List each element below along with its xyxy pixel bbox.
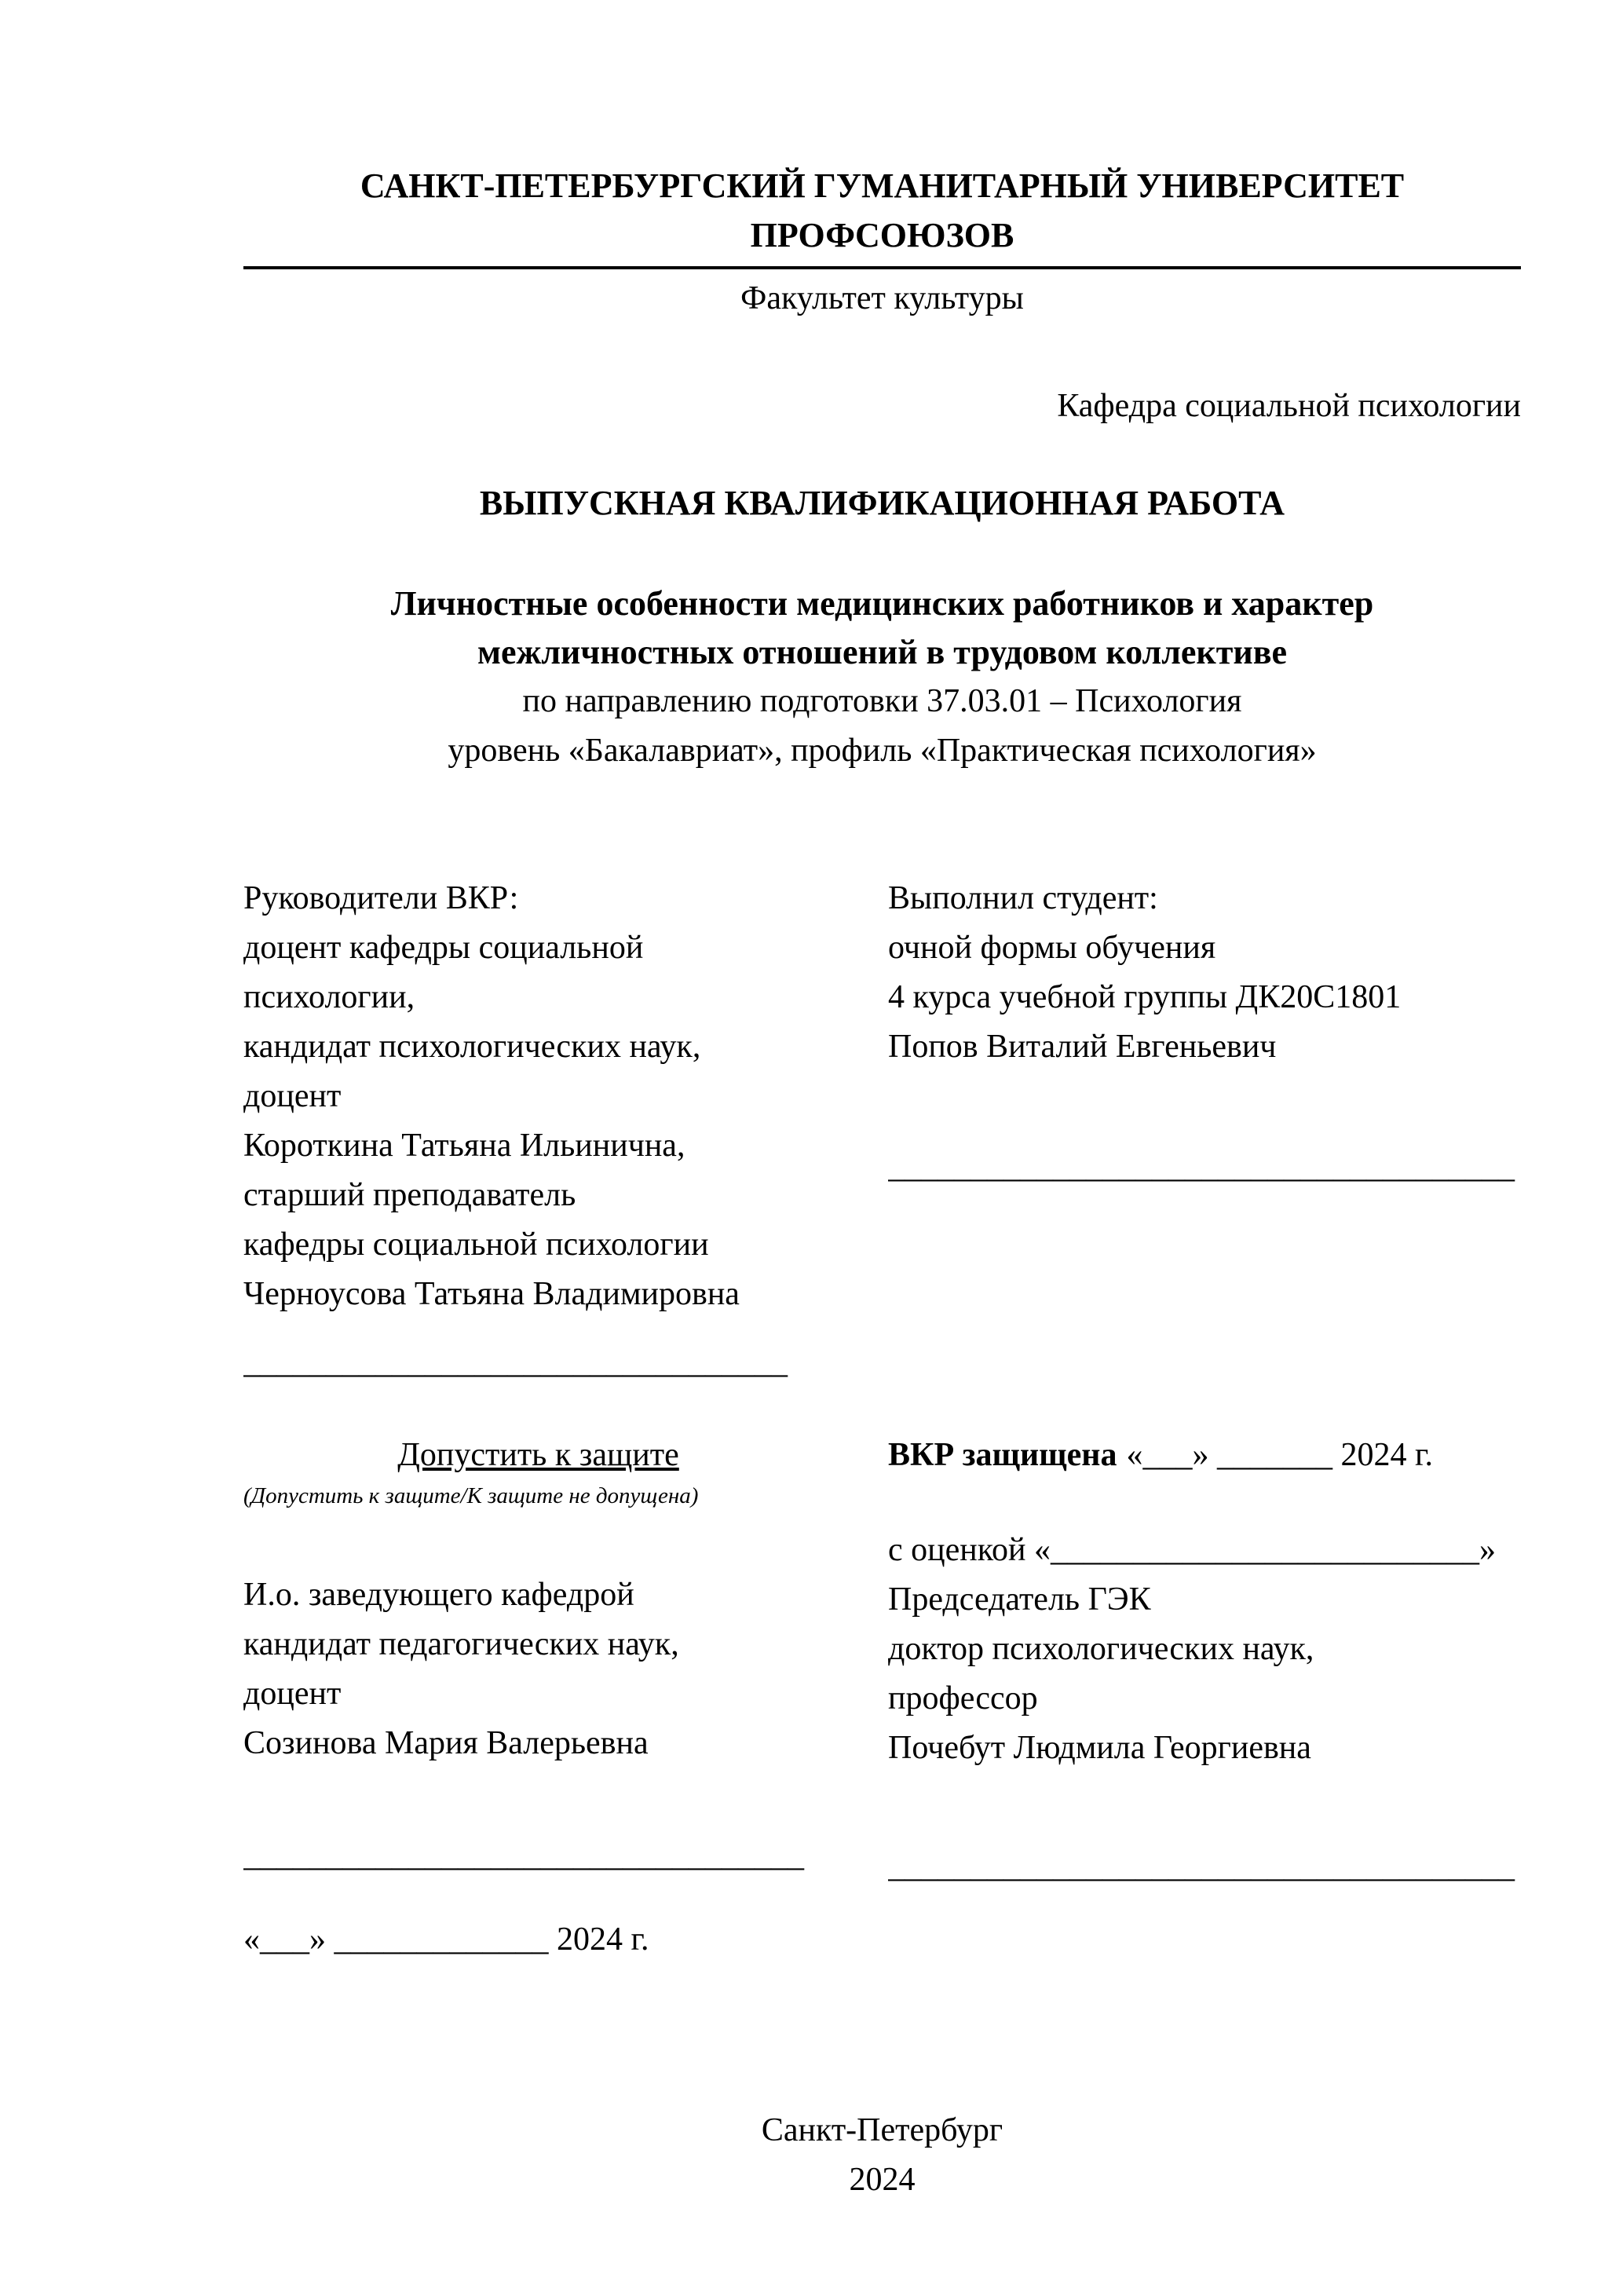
supervisor-detail-line: доцент кафедры социальной bbox=[243, 930, 644, 966]
work-title-line-2: межличностных отношений в трудовом коллективе bbox=[477, 633, 1288, 671]
student-block bbox=[888, 874, 1521, 1192]
supervisor-detail-line: старший преподаватель bbox=[243, 1177, 576, 1213]
student-detail-line: очной формы обучения bbox=[888, 930, 1216, 966]
supervisor-detail-line: психологии, bbox=[243, 979, 415, 1015]
faculty-name: Факультет культуры bbox=[740, 280, 1024, 316]
department-name: Кафедра социальной психологии bbox=[1057, 388, 1521, 424]
grade-line: с оценкой «__________________________» bbox=[888, 1532, 1496, 1568]
admission-heading-text: Допустить к защите bbox=[397, 1437, 679, 1473]
supervisor-name: Короткина Татьяна Ильинична, bbox=[243, 1128, 685, 1164]
university-name: САНКТ-ПЕТЕРБУРГСКИЙ ГУМАНИТАРНЫЙ УНИВЕРСИТЕТ ПРОФСОЮЗОВ bbox=[360, 166, 1405, 254]
admission-heading bbox=[243, 1431, 833, 1480]
student-heading: Выполнил студент: bbox=[888, 880, 1158, 916]
work-title-line-1: Личностные особенности медицинских работников и характер bbox=[390, 584, 1374, 623]
defense-block bbox=[888, 1431, 1521, 1892]
defense-status-line bbox=[888, 1431, 1521, 1480]
people-section bbox=[243, 874, 1521, 1387]
admission-block bbox=[243, 1431, 888, 1965]
department-head-signature-line: __________________________________ bbox=[243, 1837, 804, 1874]
admission-note: (Допустить к защите/К защите не допущена) bbox=[243, 1483, 699, 1508]
university-header bbox=[243, 161, 1521, 269]
supervisor-detail-line: кандидат психологических наук, bbox=[243, 1029, 701, 1065]
student-name: Попов Виталий Евгеньевич bbox=[888, 1029, 1277, 1065]
work-title bbox=[243, 579, 1521, 677]
footer bbox=[243, 2106, 1521, 2205]
footer-city: Санкт-Петербург bbox=[761, 2112, 1003, 2148]
department-head-title: И.о. заведующего кафедрой bbox=[243, 1577, 634, 1613]
supervisors-signature-line: _________________________________ bbox=[243, 1344, 788, 1380]
work-type-heading: ВЫПУСКНАЯ КВАЛИФИКАЦИОННАЯ РАБОТА bbox=[479, 484, 1285, 522]
defense-date-blank: «___» _______ 2024 г. bbox=[1126, 1437, 1433, 1473]
student-detail-line: 4 курса учебной группы ДК20С1801 bbox=[888, 979, 1402, 1015]
footer-year: 2024 bbox=[849, 2162, 916, 2198]
study-direction: по направлению подготовки 37.03.01 – Психология bbox=[522, 683, 1242, 719]
study-level: уровень «Бакалавриат», профиль «Практическая психология» bbox=[448, 733, 1317, 769]
department-head-name: Созинова Мария Валерьевна bbox=[243, 1725, 649, 1761]
department-head-degree: кандидат педагогических наук, bbox=[243, 1626, 679, 1662]
chair-signature-line: ______________________________________ bbox=[888, 1848, 1515, 1885]
admission-date-line: «___» _____________ 2024 г. bbox=[243, 1921, 649, 1958]
chair-rank: профессор bbox=[888, 1680, 1038, 1717]
supervisor-name: Черноусова Татьяна Владимировна bbox=[243, 1276, 740, 1312]
chair-name: Почебут Людмила Георгиевна bbox=[888, 1730, 1311, 1766]
chair-degree: доктор психологических наук, bbox=[888, 1631, 1314, 1667]
department-head-rank: доцент bbox=[243, 1676, 342, 1712]
supervisor-detail-line: доцент bbox=[243, 1078, 342, 1114]
supervisors-block bbox=[243, 874, 888, 1387]
chair-title: Председатель ГЭК bbox=[888, 1581, 1151, 1618]
approval-section bbox=[243, 1431, 1521, 1965]
student-signature-line: ______________________________________ bbox=[888, 1149, 1515, 1185]
supervisor-detail-line: кафедры социальной психологии bbox=[243, 1227, 709, 1263]
supervisors-heading: Руководители ВКР: bbox=[243, 880, 519, 916]
defense-status-label: ВКР защищена bbox=[888, 1437, 1117, 1473]
